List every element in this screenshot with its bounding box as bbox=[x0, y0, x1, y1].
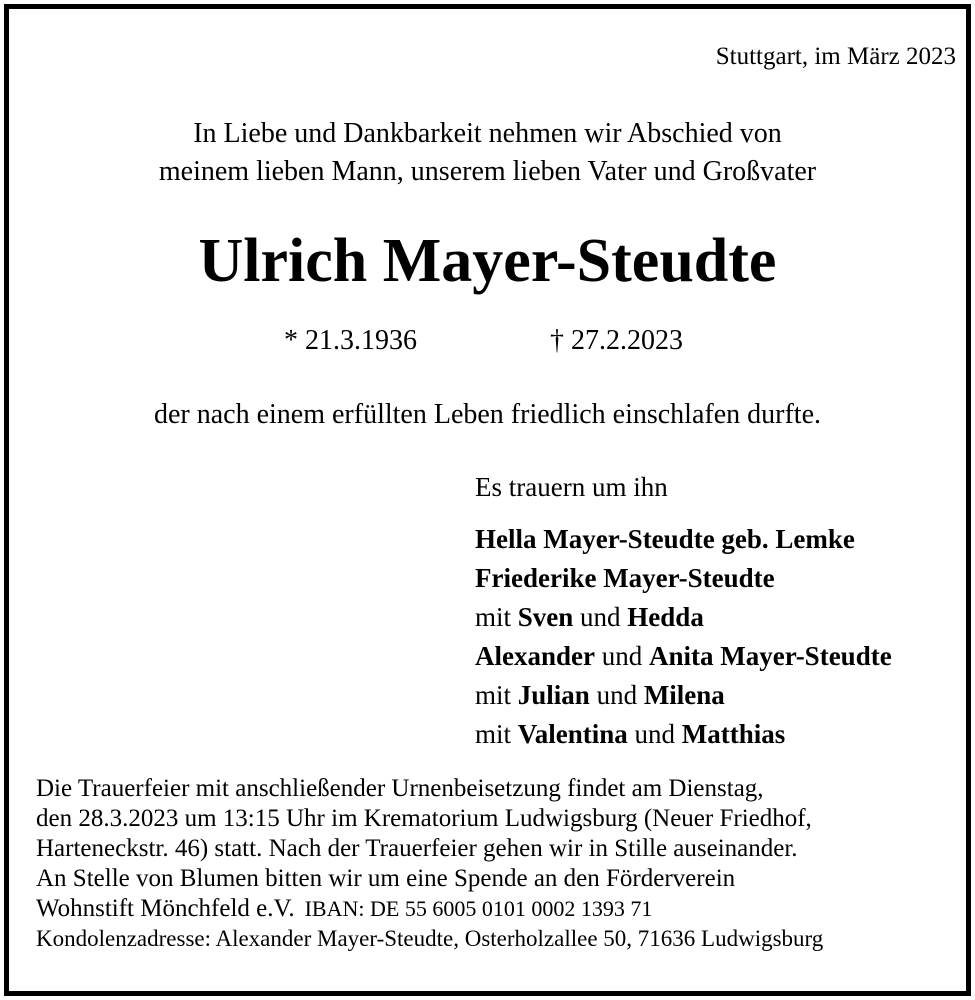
mourner-name: Alexander bbox=[475, 641, 595, 671]
mourner-name: Hedda bbox=[627, 602, 704, 632]
mourner-row bbox=[475, 520, 892, 559]
mourner-joiner: und bbox=[594, 641, 649, 671]
service-line: den 28.3.2023 um 13:15 Uhr im Krematorium Ludwigsburg (Neuer Friedhof, bbox=[36, 805, 812, 832]
mourner-prefix: mit bbox=[475, 680, 518, 710]
service-line: An Stelle von Blumen bitten wir um eine Spende an den Förderverein bbox=[36, 865, 736, 892]
mourner-name: Valentina bbox=[517, 719, 628, 749]
mourner-row bbox=[475, 715, 892, 754]
intro-line-1: In Liebe und Dankbarkeit nehmen wir Abschied von bbox=[193, 118, 782, 149]
mourner-prefix: mit bbox=[475, 602, 518, 632]
mourner-name: Milena bbox=[643, 680, 725, 710]
mourner-name: Anita Mayer-Steudte bbox=[648, 641, 892, 671]
service-information bbox=[36, 774, 823, 954]
donation-recipient: Wohnstift Mönchfeld e.V. bbox=[36, 895, 295, 922]
mourner-joiner: und bbox=[573, 602, 628, 632]
mourner-name: Hella Mayer-Steudte geb. Lemke bbox=[475, 524, 855, 554]
mourners-lead: Es trauern um ihn bbox=[475, 472, 668, 502]
mourner-row bbox=[475, 559, 892, 598]
mourner-name: Friederike Mayer-Steudte bbox=[475, 563, 775, 593]
deceased-name: Ulrich Mayer-Steudte bbox=[198, 227, 777, 295]
service-line: Harteneckstr. 46) statt. Nach der Trauerfeier gehen wir in Stille auseinander. bbox=[36, 835, 798, 862]
mourner-row bbox=[475, 598, 892, 637]
closing-line: der nach einem erfüllten Leben friedlich einschlafen durfte. bbox=[153, 399, 821, 430]
intro-line-2: meinem lieben Mann, unserem lieben Vater und Großvater bbox=[158, 156, 817, 187]
mourner-prefix: mit bbox=[475, 719, 518, 749]
service-line: Die Trauerfeier mit anschließender Urnenbeisetzung findet am Dienstag, bbox=[36, 775, 764, 802]
mourner-name: Matthias bbox=[681, 719, 786, 749]
birth-date: * 21.3.1936 bbox=[284, 325, 417, 356]
mourner-row bbox=[475, 676, 892, 715]
mourner-joiner: und bbox=[589, 680, 644, 710]
mourner-joiner: und bbox=[627, 719, 682, 749]
location-date: Stuttgart, im März 2023 bbox=[715, 43, 956, 70]
obituary-notice bbox=[4, 4, 971, 996]
death-date: † 27.2.2023 bbox=[550, 325, 683, 356]
donation-line bbox=[36, 894, 823, 924]
mourners-block bbox=[475, 467, 892, 754]
mourner-name: Julian bbox=[517, 680, 590, 710]
mourner-row bbox=[475, 637, 892, 676]
mourner-name: Sven bbox=[517, 602, 574, 632]
condolence-address: Kondolenzadresse: Alexander Mayer-Steudte, Osterholzallee 50, 71636 Ludwigsburg bbox=[36, 926, 824, 951]
iban: IBAN: DE 55 6005 0101 0002 1393 71 bbox=[304, 896, 653, 921]
